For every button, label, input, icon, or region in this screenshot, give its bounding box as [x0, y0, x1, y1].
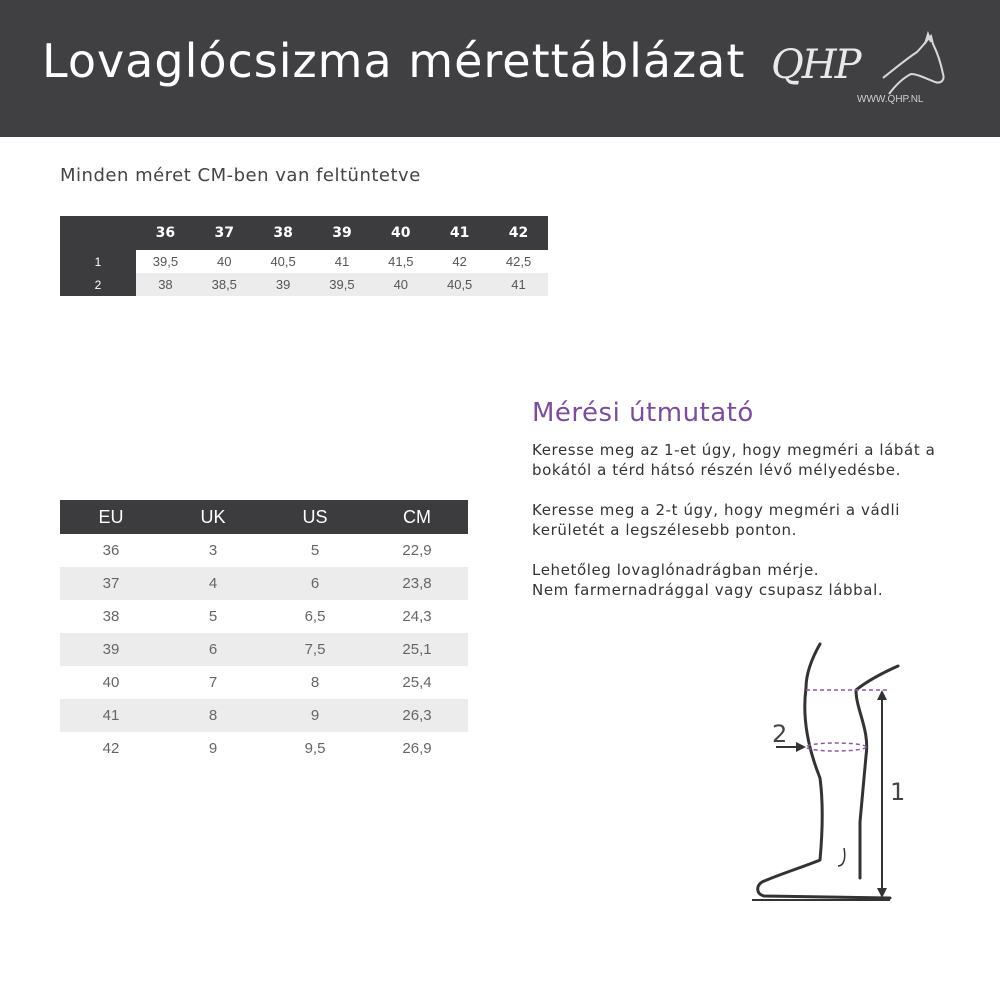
- table-cell: 40,5: [270, 254, 296, 269]
- table-cell: 39,5: [152, 254, 179, 269]
- corner-cell: [60, 216, 136, 250]
- column-header-eu: EU: [60, 500, 162, 534]
- table-cell: 8: [310, 674, 320, 691]
- guide-step-1: [532, 440, 952, 480]
- page-title: Lovaglócsizma mérettáblázat: [42, 34, 746, 88]
- table-cell: 7,5: [264, 633, 366, 666]
- table-cell: 9,5: [304, 740, 326, 757]
- size-column-header: 39: [313, 216, 372, 250]
- measure-1-label: 1: [890, 778, 906, 806]
- column-header-uk: UK: [162, 500, 264, 534]
- ankle-mark: [838, 848, 845, 866]
- table-row: [60, 600, 468, 633]
- table-cell: 40,5: [430, 273, 489, 296]
- measure-2-label: 2: [772, 720, 788, 748]
- table-cell: 41: [334, 254, 350, 269]
- guide-title: Mérési útmutató: [532, 398, 754, 428]
- qhp-logo[interactable]: [765, 30, 955, 115]
- table-cell: 6: [162, 633, 264, 666]
- table-cell: 3: [208, 542, 218, 559]
- logo-wordmark: QHP: [771, 42, 860, 88]
- table-cell: 5: [310, 542, 320, 559]
- table-cell: 42: [452, 254, 467, 269]
- table-cell: 25,4: [402, 674, 432, 691]
- size-column-header: 36: [136, 216, 195, 250]
- size-column-header: 40: [371, 216, 430, 250]
- measure-1-arrowhead-top: [877, 690, 887, 700]
- table-cell: 42,5: [505, 254, 532, 269]
- measure-2-arrowhead: [796, 742, 806, 752]
- table-row: [60, 633, 468, 666]
- leg-measurement-diagram: [740, 638, 940, 908]
- table-cell: 6,5: [304, 608, 326, 625]
- size-column-header: 38: [254, 216, 313, 250]
- column-header-cm: CM: [366, 500, 468, 534]
- size-conversion-table: [60, 500, 468, 765]
- table-row: [60, 273, 548, 296]
- size-column-header: 41: [430, 216, 489, 250]
- table-cell: 9: [208, 740, 218, 757]
- table-cell: 40: [371, 273, 430, 296]
- size-column-header: 37: [195, 216, 254, 250]
- measurement-table: [60, 216, 548, 296]
- table-cell: 7: [208, 674, 218, 691]
- table-row: [60, 250, 548, 273]
- table-cell: 23,8: [366, 567, 468, 600]
- table-row: [60, 666, 468, 699]
- measure-2-circumference: [806, 743, 866, 751]
- table-cell: 6: [264, 567, 366, 600]
- table-cell: 41: [489, 273, 548, 296]
- guide-step-2: [532, 500, 952, 540]
- table-row: [60, 567, 468, 600]
- table-cell: 24,3: [402, 608, 432, 625]
- table-row: [60, 534, 468, 567]
- table-cell: 5: [208, 608, 218, 625]
- units-note: Minden méret CM-ben van feltüntetve: [60, 165, 421, 186]
- leg-outline-front: [758, 644, 890, 898]
- table-cell: 4: [162, 567, 264, 600]
- row-label: 2: [60, 273, 136, 296]
- table-cell: 38,5: [195, 273, 254, 296]
- table-cell: 9: [264, 699, 366, 732]
- table-row: [60, 732, 468, 765]
- table-cell: 8: [162, 699, 264, 732]
- conversion-table-header: [60, 500, 468, 534]
- guide-line: kerületét a legszélesebb ponton.: [532, 521, 797, 539]
- measuring-guide: [532, 398, 952, 620]
- logo-url: WWW.QHP.NL: [857, 94, 924, 105]
- guide-line: Lehetőleg lovaglónadrágban mérje.: [532, 561, 820, 579]
- table-row: [60, 699, 468, 732]
- leg-outline-back: [856, 666, 898, 878]
- table-cell: 40: [102, 674, 120, 691]
- table-cell: 22,9: [402, 542, 432, 559]
- guide-line: Keresse meg a 2-t úgy, hogy megméri a vádli: [532, 501, 900, 519]
- guide-line: Keresse meg az 1-et úgy, hogy megméri a lábát a: [532, 441, 936, 459]
- table-cell: 36: [102, 542, 120, 559]
- guide-line: bokától a térd hátsó részén lévő mélyedésbe.: [532, 461, 901, 479]
- table-cell: 39: [254, 273, 313, 296]
- table-cell: 26,3: [366, 699, 468, 732]
- table-cell: 26,9: [402, 740, 432, 757]
- row-label: 1: [60, 250, 136, 273]
- table-cell: 38: [136, 273, 195, 296]
- guide-line: Nem farmernadrággal vagy csupasz lábbal.: [532, 581, 884, 599]
- table-cell: 38: [102, 608, 120, 625]
- table-cell: 40: [217, 254, 232, 269]
- table-cell: 39,5: [313, 273, 372, 296]
- column-header-us: US: [264, 500, 366, 534]
- measurement-table-header: [60, 216, 548, 250]
- table-cell: 42: [102, 740, 120, 757]
- table-cell: 37: [60, 567, 162, 600]
- size-column-header: 42: [489, 216, 548, 250]
- guide-note: [532, 560, 952, 600]
- table-cell: 41,5: [388, 254, 414, 269]
- table-cell: 39: [60, 633, 162, 666]
- table-cell: 25,1: [366, 633, 468, 666]
- header-banner: [0, 0, 1000, 137]
- table-cell: 41: [60, 699, 162, 732]
